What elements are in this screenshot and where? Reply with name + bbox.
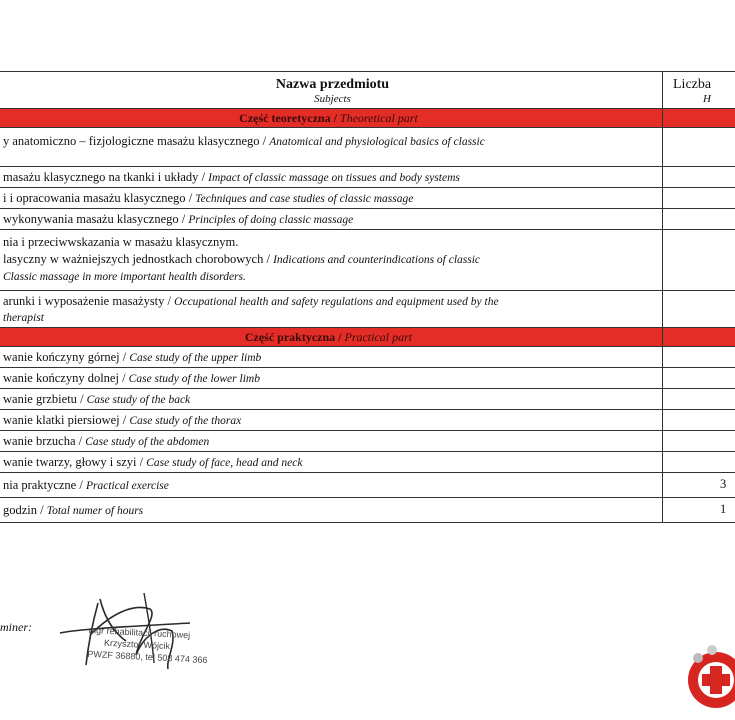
stamp: mgr rehabilitacji ruchowej Krzysztof Wójcik PWZF 36880, tel 508 474 366 (87, 624, 208, 666)
table-row: wanie twarzy, głowy i szyi / Case study of face, head and neck (0, 452, 735, 473)
hours-value: 3 (720, 477, 727, 491)
table-row: wanie grzbietu / Case study of the back (0, 389, 735, 410)
hours-column-title: Liczba (673, 77, 712, 92)
examiner-label: miner: (0, 620, 32, 634)
curriculum-table (0, 71, 735, 523)
section-header-practice: Część praktyczna / Practical part (0, 328, 735, 347)
table-row: nia i przeciwwskazania w masażu klasycznym. lasyczny w ważniejszych jednostkach chorobowych / Indications and counterindications of classic Classic massage in more important health disorders. (0, 230, 735, 291)
table-row: wykonywania masażu klasycznego / Principles of doing classic massage (0, 209, 735, 230)
subject-column-title: Nazwa przedmiotu (275, 77, 390, 92)
table-row: wanie brzucha / Case study of the abdomen (0, 431, 735, 452)
table-row: wanie klatki piersiowej / Case study of the thorax (0, 410, 735, 431)
section-theory-pl: Część teoretyczna (239, 111, 331, 125)
table-row: nia praktyczne / Practical exercise 3 (0, 473, 735, 498)
subject-column-subtitle: Subjects (314, 93, 351, 105)
table-header (0, 72, 735, 109)
table-row: masażu klasycznego na tkanki i układy / Impact of classic massage on tissues and body systems (0, 167, 735, 188)
section-theory-en: Theoretical part (339, 111, 418, 125)
table-row: wanie kończyny dolnej / Case study of the lower limb (0, 368, 735, 389)
table-row: i i opracowania masażu klasycznego / Techniques and case studies of classic massage (0, 188, 735, 209)
table-row-total: godzin / Total numer of hours 1 (0, 498, 735, 523)
table-row: y anatomiczno – fizjologiczne masażu klasycznego / Anatomical and physiological basics of classic (0, 128, 735, 167)
section-practice-en: Practical part (344, 330, 413, 344)
table-row: wanie kończyny górnej / Case study of the upper limb (0, 347, 735, 368)
hours-column-subtitle: H (703, 93, 711, 105)
section-header-theory: Część teoretyczna / Theoretical part (0, 109, 735, 128)
logo-icon (686, 640, 726, 710)
hours-total-value: 1 (720, 502, 727, 516)
table-row: arunki i wyposażenie masażysty / Occupational health and safety regulations and equipment used by the therapist (0, 291, 735, 328)
section-practice-pl: Część praktyczna (244, 330, 336, 344)
